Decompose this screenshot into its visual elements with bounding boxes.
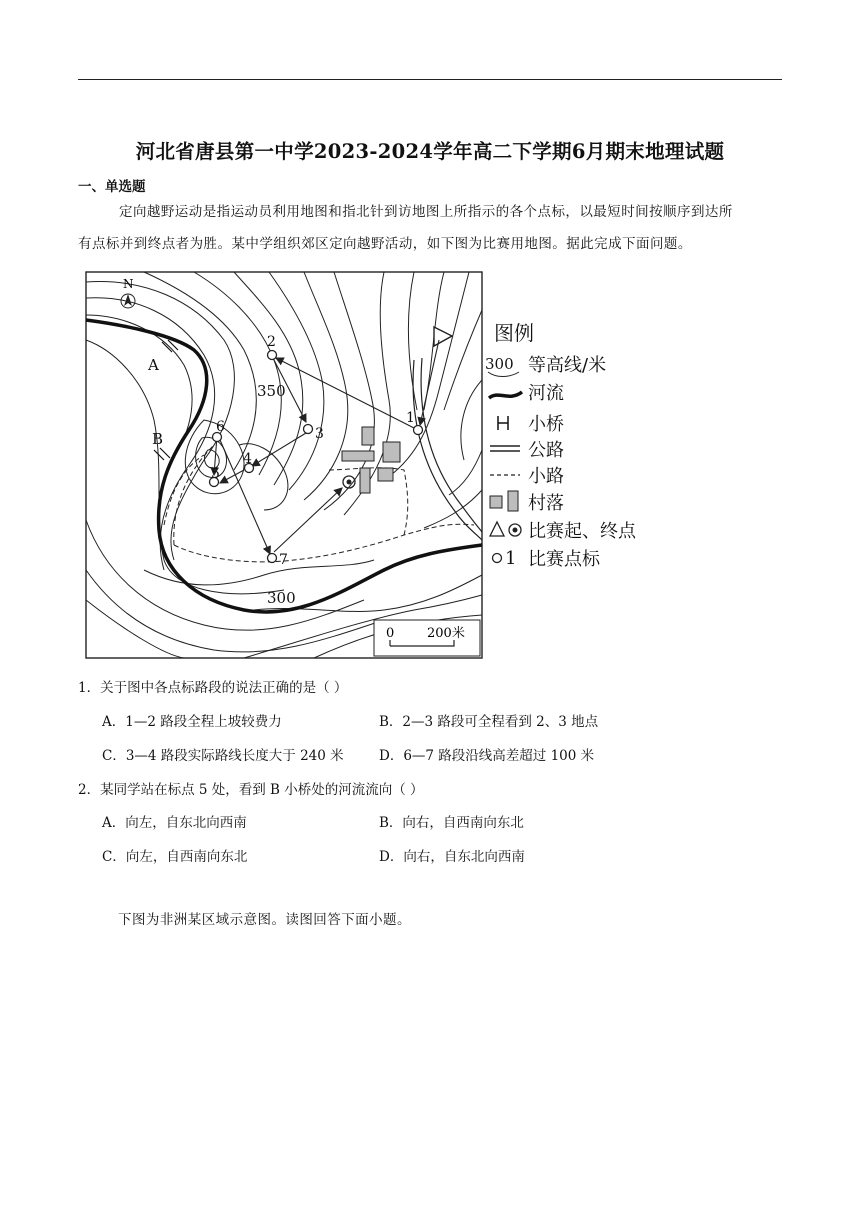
- scale-value: 200米: [427, 626, 465, 641]
- label-b: B: [152, 430, 164, 448]
- legend-bridge: 小桥: [528, 414, 564, 435]
- legend-village: 村落: [528, 493, 564, 514]
- scale-zero: 0: [386, 626, 395, 641]
- point-label-6: 6: [216, 419, 225, 435]
- contour-label-300: 300: [267, 589, 296, 607]
- point-label-7: 7: [279, 552, 288, 568]
- question-2-option-d: D．向右，自东北向西南: [379, 849, 525, 865]
- point-label-5: 5: [211, 466, 220, 482]
- north-label: N: [123, 277, 134, 291]
- legend-control-point: 比赛点标: [528, 549, 600, 570]
- scale-bar: [374, 620, 480, 656]
- question-1-stem: 1．关于图中各点标路段的说法正确的是（ ）: [78, 680, 348, 696]
- legend-contour-number: 300: [485, 355, 514, 373]
- point-label-3: 3: [315, 426, 324, 442]
- question-2-stem: 2．某同学站在标点 5 处，看到 B 小桥处的河流流向（ ）: [78, 782, 424, 798]
- question-2-option-c: C．向左，自西南向东北: [102, 849, 248, 865]
- header-rule: [78, 79, 782, 80]
- question-2-option-b: B．向右，自西南向东北: [379, 815, 524, 831]
- orienteering-map: [84, 270, 672, 660]
- question-1-option-a: A．1—2 路段全程上坡较费力: [102, 714, 282, 730]
- contour-label-350: 350: [257, 382, 286, 400]
- legend-path: 小路: [528, 466, 564, 487]
- next-section-intro: 下图为非洲某区域示意图。读图回答下面小题。: [118, 912, 411, 928]
- question-1-option-d: D．6—7 路段沿线高差超过 100 米: [379, 748, 595, 764]
- legend-road: 公路: [528, 440, 564, 461]
- legend-title: 图例: [494, 321, 534, 345]
- intro-paragraph-line2: 有点标并到终点者为胜。某中学组织郊区定向越野活动，如下图为比赛用地图。据此完成下面问题。: [78, 236, 692, 252]
- page-title: 河北省唐县第一中学2023-2024学年高二下学期6月期末地理试题: [135, 140, 725, 163]
- point-label-1: 1: [406, 410, 415, 426]
- point-label-2: 2: [267, 334, 276, 350]
- legend-contour: 等高线/米: [528, 355, 607, 376]
- legend-start-end: 比赛起、终点: [528, 521, 636, 542]
- legend-point-number: 1: [505, 548, 517, 569]
- intro-paragraph-line1: 定向越野运动是指运动员利用地图和指北针到访地图上所指示的各个点标，以最短时间按顺序到达所: [119, 204, 733, 220]
- label-a: A: [148, 356, 159, 374]
- point-label-4: 4: [243, 451, 252, 467]
- section-heading: 一、单选题: [78, 179, 146, 195]
- question-1-option-b: B．2—3 路段可全程看到 2、3 地点: [379, 714, 599, 730]
- question-1-option-c: C．3—4 路段实际路线长度大于 240 米: [102, 748, 344, 764]
- question-2-option-a: A．向左，自东北向西南: [102, 815, 247, 831]
- legend-river: 河流: [528, 383, 564, 404]
